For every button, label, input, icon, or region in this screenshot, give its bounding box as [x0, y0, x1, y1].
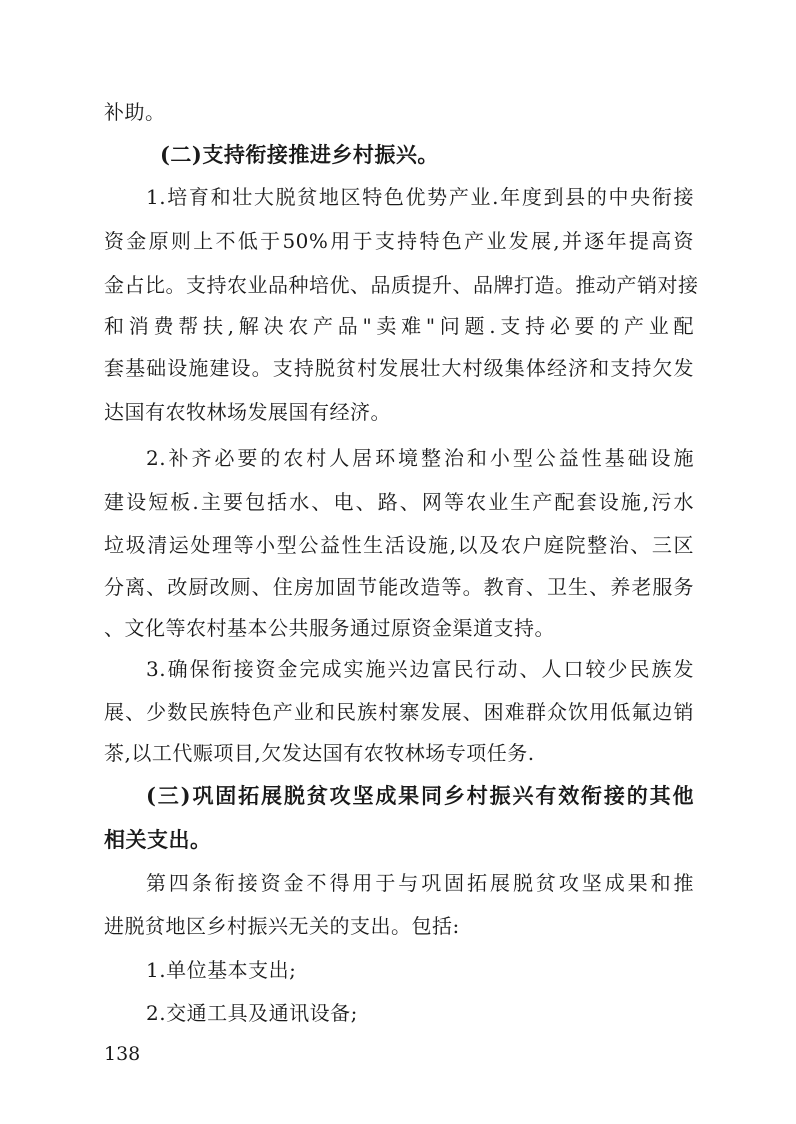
- text-line-10: 建设短板.主要包括水、电、路、网等农业生产配套设施,污水: [104, 490, 694, 514]
- list-item-1: 1.单位基本支出;: [146, 958, 297, 982]
- text-line-8: 达国有农牧林场发展国有经济。: [104, 400, 391, 424]
- text-line-12: 分离、改厨改厕、住房加固节能改造等。教育、卫生、养老服务: [104, 575, 694, 599]
- text-line-20: 进脱贫地区乡村振兴无关的支出。包括:: [104, 914, 460, 938]
- text-line-5: 金占比。支持农业品种培优、品质提升、品牌打造。推动产销对接: [104, 273, 699, 297]
- text-line-14: 3.确保衔接资金完成实施兴边富民行动、人口较少民族发: [146, 657, 694, 681]
- text-line-7: 套基础设施建设。支持脱贫村发展壮大村级集体经济和支持欠发: [104, 356, 694, 380]
- list-item-2: 2.交通工具及通讯设备;: [146, 1001, 358, 1025]
- text-line-19: 第四条衔接资金不得用于与巩固拓展脱贫攻坚成果和推: [146, 871, 694, 895]
- text-line-13: 、文化等农村基本公共服务通过原资金渠道支持。: [104, 616, 555, 640]
- page-number: 138: [104, 1043, 141, 1065]
- text-line-6: 和消费帮扶,解决农产品"卖难"问题.支持必要的产业配: [104, 314, 694, 338]
- section-heading-2: (二)支持衔接推进乡村振兴。: [160, 142, 439, 167]
- text-line-1: 补助。: [104, 100, 166, 124]
- text-line-15: 展、少数民族特色产业和民族村寨发展、困难群众饮用低氟边销: [104, 700, 694, 724]
- text-line-3: 1.培育和壮大脱贫地区特色优势产业.年度到县的中央衔接: [146, 185, 694, 209]
- text-line-4: 资金原则上不低于50%用于支持特色产业发展,并逐年提高资: [104, 229, 694, 253]
- section-heading-3: (三)巩固拓展脱贫攻坚成果同乡村振兴有效衔接的其他: [146, 783, 694, 808]
- text-line-11: 垃圾清运处理等小型公益性生活设施,以及农户庭院整治、三区: [104, 533, 694, 557]
- text-line-9: 2.补齐必要的农村人居环境整治和小型公益性基础设施: [146, 446, 694, 470]
- text-line-16: 茶,以工代赈项目,欠发达国有农牧林场专项任务.: [104, 741, 535, 765]
- section-heading-3-cont: 相关支出。: [104, 827, 212, 852]
